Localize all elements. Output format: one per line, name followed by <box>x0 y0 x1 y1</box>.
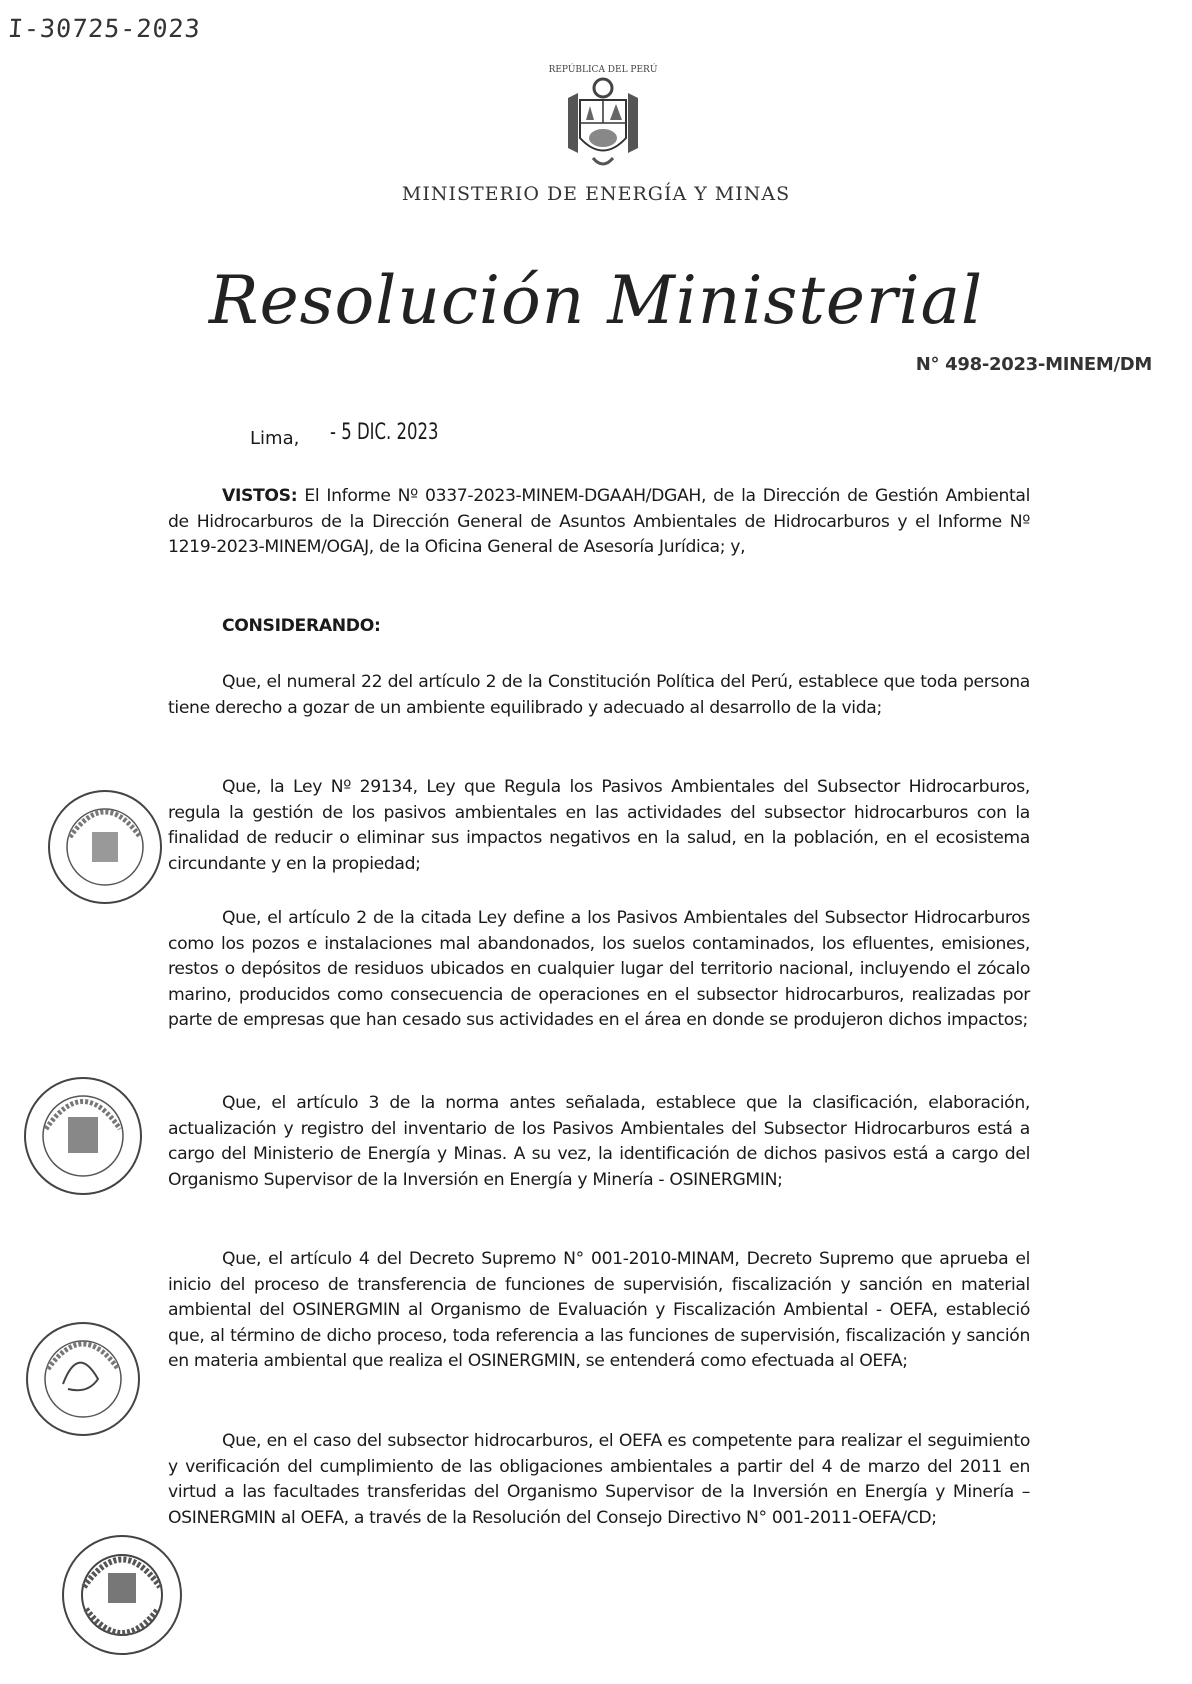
handwritten-file-code: I-30725-2023 <box>6 14 202 43</box>
paragraph-2: Que, la Ley Nº 29134, Ley que Regula los Pasivos Ambientales del Subsector Hidrocarburos, regula la gestión de los pasivos ambientales en las actividades del subsector hidrocarburos con la finalidad de reducir o eliminar sus impactos negativos en la salud, en la población, en el ecosistema circundante y en la propiedad; <box>168 777 1030 874</box>
vistos-label: VISTOS: <box>222 486 298 506</box>
coat-of-arms-peru <box>548 58 658 173</box>
paragraph-3: Que, el artículo 2 de la citada Ley define a los Pasivos Ambientales del Subsector Hidrocarburos como los pozos e instalaciones mal abandonados, los suelos contaminados, los efluentes, emisiones, restos o depósitos de residuos ubicados en cualquier lugar del territorio nacional, incluyendo el zócalo marino, producidos como consecuencia de operaciones en el subsector hidrocarburos, realizadas por parte de empresas que han cesado sus actividades en el área en donde se produjeron dichos impactos; <box>168 908 1030 1030</box>
ministry-name: MINISTERIO DE ENERGÍA Y MINAS <box>401 183 791 205</box>
jefa-seal-stamp <box>26 1322 140 1436</box>
svg-text:REPÚBLICA DEL PERÚ: REPÚBLICA DEL PERÚ <box>548 65 658 75</box>
paragraph-6: Que, en el caso del subsector hidrocarburos, el OEFA es competente para realizar el seguimiento y verificación del cumplimiento de las obligaciones ambientales a partir del 4 de marzo del 2011 en virtud a las facultades transferidas del Organismo Supervisor de la Inversión en Energía y Minería – OSINERGMIN al OEFA, a través de la Resolución del Consejo Directivo N° 001-2011-OEFA/CD; <box>168 1431 1030 1528</box>
ministry-seal-stamp <box>48 790 162 904</box>
vistos-text: El Informe Nº 0337-2023-MINEM-DGAAH/DGAH, de la Dirección de Gestión Ambiental de Hidrocarburos de la Dirección General de Asuntos Ambientales de Hidrocarburos y el Informe Nº 1219-2023-MINEM/OGAJ, de la Oficina General de Asesoría Jurídica; y, <box>168 486 1030 557</box>
document-title: Resolución Ministerial <box>208 262 984 339</box>
paragraph-5: Que, el artículo 4 del Decreto Supremo N° 001-2010-MINAM, Decreto Supremo que aprueba el inicio del proceso de transferencia de funciones de supervisión, fiscalización y sanción en material ambiental del OSINERGMIN al Organismo de Evaluación y Fiscalización Ambiental - OEFA, estableció que, al término de dicho proceso, toda referencia a las funciones de supervisión, fiscalización y sanción en materia ambiental que realiza el OSINERGMIN, se entenderá como efectuada al OEFA; <box>168 1249 1030 1371</box>
resolution-number: N° 498-2023-MINEM/DM <box>915 354 1152 375</box>
paragraph-4: Que, el artículo 3 de la norma antes señalada, establece que la clasificación, elaboración, actualización y registro del inventario de los Pasivos Ambientales del Subsector Hidrocarburos está a cargo del Ministerio de Energía y Minas. A su vez, la identificación de dichos pasivos está a cargo del Organismo Supervisor de la Inversión en Energía y Minería - OSINERGMIN; <box>168 1093 1030 1190</box>
date-stamp: - 5 DIC. 2023 <box>330 420 439 445</box>
considerando-heading: CONSIDERANDO: <box>222 616 381 636</box>
dgaah-seal-stamp <box>24 1077 142 1195</box>
paragraph-1: Que, el numeral 22 del artículo 2 de la Constitución Política del Perú, establece que toda persona tiene derecho a gozar de un ambiente equilibrado y adecuado al desarrollo de la vida; <box>168 672 1030 718</box>
place-label: Lima, <box>250 428 300 449</box>
vistos-paragraph <box>168 484 1030 561</box>
despacho-ministerial-seal-stamp <box>62 1535 182 1655</box>
